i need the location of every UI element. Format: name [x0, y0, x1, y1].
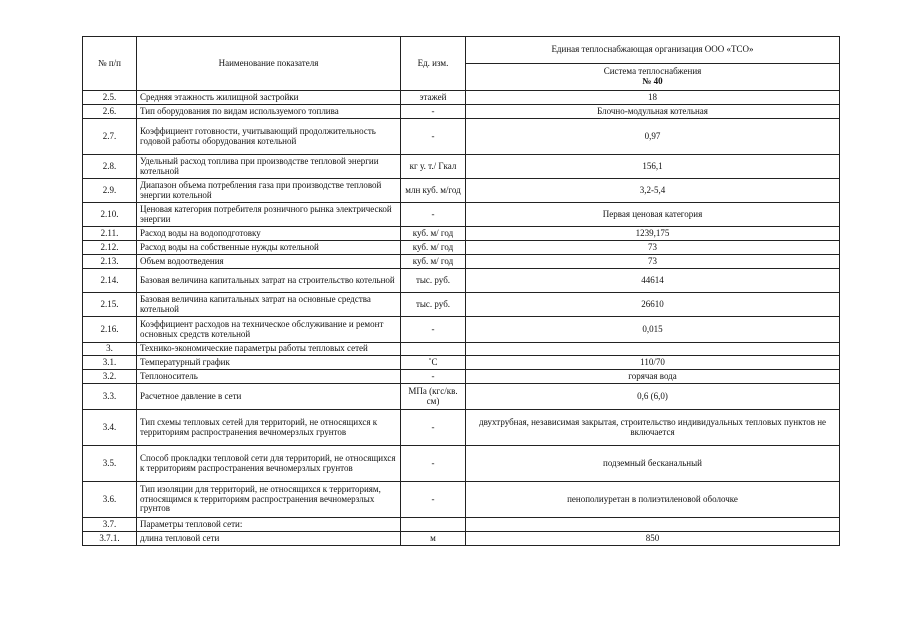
row-unit-cell: млн куб. м/год: [401, 179, 466, 203]
row-name-cell: Ценовая категория потребителя розничного рынка электрической энергии: [137, 203, 401, 227]
row-num-cell: 2.5.: [83, 91, 137, 105]
row-unit-cell: [401, 518, 466, 532]
table-row: [83, 532, 840, 546]
row-unit-cell: тыс. руб.: [401, 293, 466, 317]
table-row: [83, 293, 840, 317]
header-unit-cell: Ед. изм.: [401, 37, 466, 91]
row-unit-cell: -: [401, 482, 466, 518]
row-num-cell: 3.2.: [83, 370, 137, 384]
row-value-cell: Блочно-модульная котельная: [466, 105, 840, 119]
table-row: [83, 410, 840, 446]
row-value-cell: 850: [466, 532, 840, 546]
row-unit-cell: кг у. т./ Гкал: [401, 155, 466, 179]
row-name-cell: Способ прокладки тепловой сети для территорий, не относящихся к территориям распространения вечномерзлых грунтов: [137, 446, 401, 482]
row-unit-cell: куб. м/ год: [401, 227, 466, 241]
row-value-cell: горячая вода: [466, 370, 840, 384]
row-name-cell: Расход воды на водоподготовку: [137, 227, 401, 241]
row-num-cell: 3.5.: [83, 446, 137, 482]
table-row: [83, 356, 840, 370]
row-value-cell: двухтрубная, независимая закрытая, строительство индивидуальных тепловых пунктов не включается: [466, 410, 840, 446]
table-row: [83, 384, 840, 410]
row-value-cell: 110/70: [466, 356, 840, 370]
row-unit-cell: тыс. руб.: [401, 269, 466, 293]
row-unit-cell: МПа (кгс/кв. см): [401, 384, 466, 410]
system-label: Система теплоснабжения: [603, 66, 702, 77]
row-name-cell: Тип оборудования по видам используемого топлива: [137, 105, 401, 119]
row-name-cell: Объем водоотведения: [137, 255, 401, 269]
row-name-cell: Теплоноситель: [137, 370, 401, 384]
row-num-cell: 3.: [83, 343, 137, 356]
header-row: [83, 37, 840, 64]
row-value-cell: 3,2-5,4: [466, 179, 840, 203]
row-value-cell: 18: [466, 91, 840, 105]
row-unit-cell: -: [401, 446, 466, 482]
row-num-cell: 2.15.: [83, 293, 137, 317]
row-name-cell: Базовая величина капитальных затрат на основные средства котельной: [137, 293, 401, 317]
header-system-cell: [466, 64, 840, 91]
row-num-cell: 2.7.: [83, 119, 137, 155]
row-name-cell: Расчетное давление в сети: [137, 384, 401, 410]
row-name-cell: Тип схемы тепловых сетей для территорий, не относящихся к территориям распространения вечномерзлых грунтов: [137, 410, 401, 446]
row-num-cell: 2.12.: [83, 241, 137, 255]
row-name-cell: Расход воды на собственные нужды котельной: [137, 241, 401, 255]
row-unit-cell: [401, 343, 466, 356]
table-row: [83, 119, 840, 155]
table-row: [83, 179, 840, 203]
row-name-cell: Технико-экономические параметры работы тепловых сетей: [137, 343, 401, 356]
row-name-cell: длина тепловой сети: [137, 532, 401, 546]
row-unit-cell: этажей: [401, 91, 466, 105]
row-num-cell: 3.4.: [83, 410, 137, 446]
indicators-table: [82, 36, 840, 546]
header-num-cell: № п/п: [83, 37, 137, 91]
row-unit-cell: -: [401, 119, 466, 155]
row-num-cell: 2.10.: [83, 203, 137, 227]
table-row: [83, 370, 840, 384]
row-value-cell: 0,97: [466, 119, 840, 155]
row-name-cell: Температурный график: [137, 356, 401, 370]
row-num-cell: 2.13.: [83, 255, 137, 269]
row-value-cell: пенополиуретан в полиэтиленовой оболочке: [466, 482, 840, 518]
row-value-cell: 1239,175: [466, 227, 840, 241]
row-num-cell: 2.8.: [83, 155, 137, 179]
table-row: [83, 105, 840, 119]
table-row: [83, 227, 840, 241]
table-row: [83, 155, 840, 179]
table-row: [83, 269, 840, 293]
table-row: [83, 482, 840, 518]
table-row: [83, 317, 840, 343]
header-name-cell: Наименование показателя: [137, 37, 401, 91]
table-row: [83, 446, 840, 482]
table-row: [83, 255, 840, 269]
row-num-cell: 3.7.: [83, 518, 137, 532]
table-body: [83, 37, 840, 546]
row-value-cell: Первая ценовая категория: [466, 203, 840, 227]
row-num-cell: 3.6.: [83, 482, 137, 518]
row-unit-cell: -: [401, 370, 466, 384]
row-value-cell: 26610: [466, 293, 840, 317]
system-number: № 40: [642, 76, 663, 86]
row-name-cell: Тип изоляции для территорий, не относящихся к территориям, относящимся к территориям распространения вечномерзлых грунтов: [137, 482, 401, 518]
row-num-cell: 2.16.: [83, 317, 137, 343]
row-num-cell: 2.11.: [83, 227, 137, 241]
row-name-cell: Удельный расход топлива при производстве тепловой энергии котельной: [137, 155, 401, 179]
row-value-cell: 156,1: [466, 155, 840, 179]
row-num-cell: 3.7.1.: [83, 532, 137, 546]
row-value-cell: 0,015: [466, 317, 840, 343]
row-name-cell: Коэффициент готовности, учитывающий продолжительность годовой работы оборудования котельной: [137, 119, 401, 155]
row-num-cell: 3.3.: [83, 384, 137, 410]
header-org-cell: Единая теплоснабжающая организация ООО «ТСО»: [466, 37, 840, 64]
row-name-cell: Диапазон объема потребления газа при производстве тепловой энергии котельной: [137, 179, 401, 203]
row-name-cell: Коэффициент расходов на техническое обслуживание и ремонт основных средств котельной: [137, 317, 401, 343]
row-unit-cell: -: [401, 410, 466, 446]
table-row: [83, 203, 840, 227]
row-value-cell: 73: [466, 255, 840, 269]
table-row: [83, 241, 840, 255]
row-value-cell: 0,6 (6,0): [466, 384, 840, 410]
row-value-cell: подземный бесканальный: [466, 446, 840, 482]
row-unit-cell: -: [401, 203, 466, 227]
row-unit-cell: куб. м/ год: [401, 255, 466, 269]
row-unit-cell: куб. м/ год: [401, 241, 466, 255]
row-value-cell: 44614: [466, 269, 840, 293]
row-unit-cell: ˚С: [401, 356, 466, 370]
row-num-cell: 3.1.: [83, 356, 137, 370]
row-value-cell: 73: [466, 241, 840, 255]
row-name-cell: Параметры тепловой сети:: [137, 518, 401, 532]
row-unit-cell: -: [401, 105, 466, 119]
row-name-cell: Базовая величина капитальных затрат на строительство котельной: [137, 269, 401, 293]
row-num-cell: 2.6.: [83, 105, 137, 119]
row-unit-cell: -: [401, 317, 466, 343]
row-unit-cell: м: [401, 532, 466, 546]
table-row: [83, 518, 840, 532]
table-row: [83, 91, 840, 105]
row-name-cell: Средняя этажность жилищной застройки: [137, 91, 401, 105]
row-num-cell: 2.9.: [83, 179, 137, 203]
row-value-cell: [466, 343, 840, 356]
row-num-cell: 2.14.: [83, 269, 137, 293]
row-value-cell: [466, 518, 840, 532]
table-row: [83, 343, 840, 356]
